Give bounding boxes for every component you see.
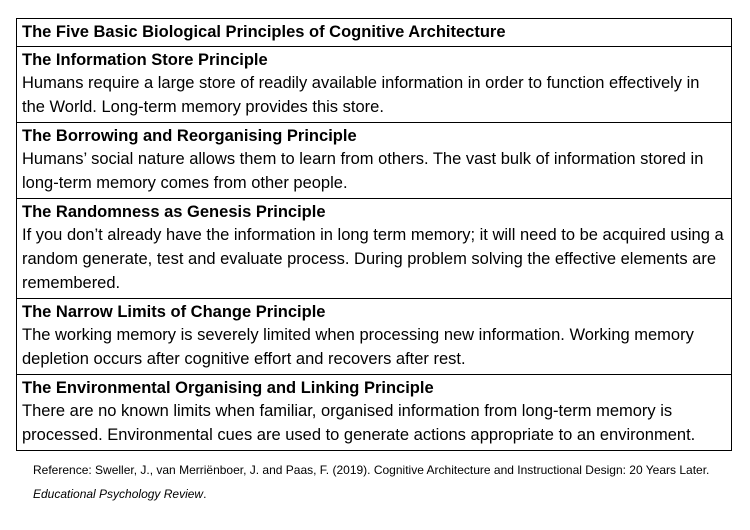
- reference-suffix: .: [203, 487, 207, 501]
- principle-heading: The Randomness as Genesis Principle: [22, 203, 326, 221]
- principle-heading: The Narrow Limits of Change Principle: [22, 303, 326, 321]
- table-title-row: [17, 19, 731, 46]
- principle-row-narrow-limits: [17, 298, 731, 374]
- principle-row-randomness: [17, 198, 731, 298]
- principles-table: [16, 18, 732, 451]
- principle-text: There are no known limits when familiar, organised information from long-term memory is processed. Environmental cues are used to generate actions appropriate to an environment.: [22, 402, 696, 444]
- table-title: The Five Basic Biological Principles of Cognitive Architecture: [22, 23, 506, 41]
- principle-heading: The Environmental Organising and Linking Principle: [22, 379, 434, 397]
- principle-row-information-store: [17, 46, 731, 122]
- reference-prefix: Reference: Sweller, J., van Merriënboer, J. and Paas, F. (2019). Cognitive Architecture and Instructional Design: 20 Years Later.: [33, 463, 710, 477]
- principle-text: Humans require a large store of readily available information in order to function effectively in the World. Long-term memory provides this store.: [22, 74, 700, 116]
- principle-text: Humans’ social nature allows them to learn from others. The vast bulk of information stored in long-term memory comes from other people.: [22, 150, 704, 192]
- principle-text: If you don’t already have the information in long term memory; it will need to be acquired using a random generate, test and evaluate process. During problem solving the effective elements are remembered.: [22, 226, 724, 292]
- reference-citation: [33, 458, 733, 506]
- reference-journal: Educational Psychology Review: [33, 487, 204, 501]
- principle-heading: The Borrowing and Reorganising Principle: [22, 127, 357, 145]
- principle-heading: The Information Store Principle: [22, 51, 268, 69]
- principle-row-environmental: [17, 374, 731, 450]
- principle-text: The working memory is severely limited when processing new information. Working memory depletion occurs after cognitive effort and recovers after rest.: [22, 326, 694, 368]
- principle-row-borrowing: [17, 122, 731, 198]
